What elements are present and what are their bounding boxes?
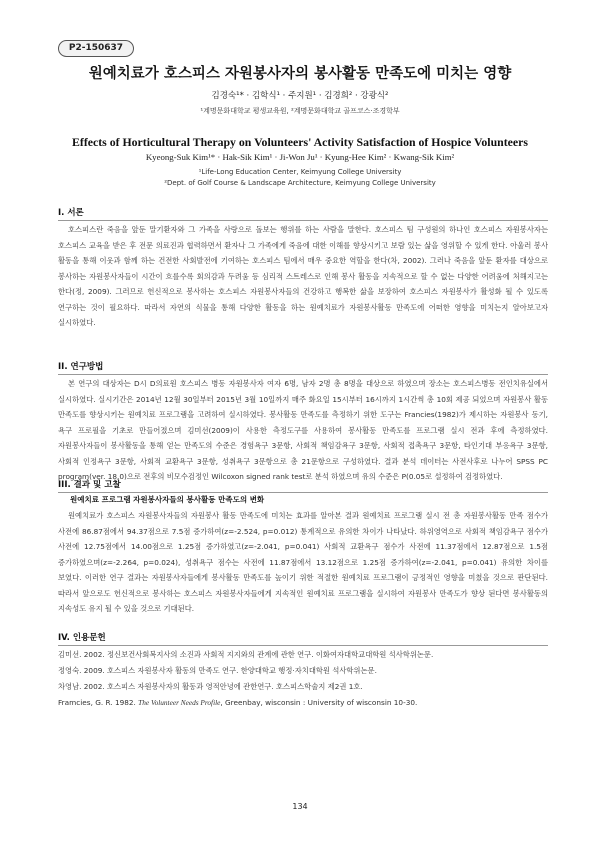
affiliation-korean: ¹계명문화대학교 평생교육원, ²계명문화대학교 골프코스·조경학부 — [200, 107, 400, 115]
title-english: Effects of Horticultural Therapy on Volunteers' Activity Satisfaction of Hospice Volunteers — [72, 135, 528, 149]
section-body-intro: 호스피스란 죽음을 앞둔 말기환자와 그 가족을 사랑으로 돌보는 행위를 하는 사람을 말한다. 호스피스 팀 구성원의 하나인 호스피스 자원봉사자는 호스피스 교육을 받은 후 전문 의료진과 협력하면서 환자나 그 가족에게 죽음에 대한 이해를 향상시키고 보람 있는 삶을 영위할 수 있게 한다. 아울러 봉사 활동을 통해 이웃과 함께 하는 건전한 사회발전에 기여하는 호스피스 팀에서 매우 중요한 역할을 한다(차, 2002). 그러나 죽음을 앞둔 환자를 대상으로 봉사하는 자원봉사자들이 시간이 흐를수록 회의감과 두려움 등 심리적 스트레스로 인해 봉사 활동을 지속적으로 할 수 없는 다양한 어려움에 처해지고는 한다(정, 2009). 그러므로 헌신적으로 봉사하는 호스피스 자원봉사자들의 건강하고 행복한 삶을 보장하여 호스피스 자원봉사가 활성화 될 수 있도록 연구하는 것이 필요하다. 따라서 자연의 식물을 통해 다양한 활동을 하는 원예치료가 자원봉사활동 만족도에 어떠한 영향을 미치는지 알아보고자 실시하였다. — [58, 225, 548, 327]
reference-item — [58, 695, 548, 711]
reference-item: 김미선. 2002. 정신보건사회복지사의 소진과 사회적 지지와의 관계에 관한 연구. 이화여자대학교대학원 석사학위논문. — [58, 650, 434, 659]
authors-korean: 김경숙¹* · 김학식¹ · 주지원¹ · 김경희² · 강광식² — [211, 91, 389, 101]
title-korean: 원예치료가 호스피스 자원봉사자의 봉사활동 만족도에 미치는 영향 — [88, 66, 512, 82]
page-number: 134 — [292, 802, 308, 811]
affiliation-english-2: ²Dept. of Golf Course & Landscape Architecture, Keimyung College University — [164, 179, 436, 187]
section-heading-methods: II. 연구방법 — [58, 360, 548, 375]
section-heading-intro: I. 서론 — [58, 206, 548, 221]
section-heading-references: IV. 인용문헌 — [58, 631, 548, 646]
reference-authors: Framcies, G. R. 1982. — [58, 698, 139, 707]
section-heading-results: III. 결과 및 고찰 — [58, 478, 548, 493]
poster-id-badge: P2-150637 — [58, 40, 134, 57]
results-subheading: 원예치료 프로그램 자원봉사자들의 봉사활동 만족도의 변화 — [70, 495, 265, 504]
affiliation-english-1: ¹Life-Long Education Center, Keimyung College University — [198, 168, 402, 176]
reference-publisher: , Greenbay, wisconsin : University of wisconsin 10-30. — [220, 698, 418, 707]
reference-item: 정영숙. 2009. 호스피스 자원봉사자 활동의 만족도 연구. 한양대학교 행정·자치대학원 석사학위논문. — [58, 666, 377, 675]
reference-item: 차영남. 2002. 호스피스 자원봉사자의 활동과 영적안녕에 관한연구. 호스피스학술지 제2권 1호. — [58, 682, 363, 691]
section-body-results: 원예치료가 호스피스 자원봉사자들의 자원봉사 활동 만족도에 미치는 효과를 알아본 결과 원예치료 프로그램 실시 전 총 자원봉사활동 만족 점수가 사전에 86.87점에서 94.37점으로 7.5점 증가하여(z=-2.524, p=0.012) 통계적으로 유의한 차이가 나타났다. 하위영역으로 사회적 책임감욕구 점수가 사전에 12.75점에서 14.00점으로 1.25점 증가하였고(z=-2.041, p=0.041) 사회적 교환욕구 점수가 사전에 11.37점에서 12.87점으로 1.5점 증가하였으며(z=-2.264, p=0.024), 성취욕구 점수는 사전에 11.87점에서 13.12점으로 1.25점 증가하여(z=-2.041, p=0.041) 유의한 차이를 보였다. 이러한 연구 결과는 자원봉사자들에게 봉사활동 만족도를 높이기 위한 적절한 원예치료 프로그램이 긍정적인 영향을 미쳤을 것으로 판단된다. 따라서 앞으로도 헌신적으로 봉사하는 호스피스 자원봉사자들에게 지속적인 원예치료 프로그램을 실시하여 자원봉사 만족도가 향상 된다면 봉사활동의 지속성도 유지 될 수 있을 것으로 기대된다. — [58, 511, 548, 613]
section-body-methods: 본 연구의 대상자는 D시 D의료원 호스피스 병동 자원봉사자 여자 6명, 남자 2명 총 8명을 대상으로 하였으며 장소는 호스피스병동 전인치유실에서 실시하였다. 실시기간은 2014년 12월 30일부터 2015년 3월 10일까지 매주 화요일 15시부터 16시까지 1시간씩 총 10회 제공 되었으며 자원봉사 활동 만족도를 향상시키는 원예치료 프로그램을 고려하여 실시하였다. 봉사활동 만족도를 측정하기 위한 도구는 Francies(1982)가 제시하는 자원봉사 동기, 욕구 프로필을 기초로 만들어졌으며 김미선(2009)이 사용한 측정도구를 사용하여 봉사활동 만족도를 프로그램 실시 전과 후에 측정하였다. 자원봉사자들이 봉사활동을 통해 얻는 만족도의 수준은 경험욕구 3문항, 사회적 책임감욕구 3문항, 사회적 접촉욕구 3문항, 타인기대 부응욕구 3문항, 사회적 인정욕구 3문항, 사회적 교환욕구 3문항, 성취욕구 3문항으로 총 21문항으로 구성하였다. 결과 분석 데이터는 사전사후로 나누어 SPSS PC program(ver. 18.0)으로 전후의 비모수검정인 Wilcoxon signed rank test로 분석 하였으며 유의 수준은 P(0.05로 설정하여 검정하였다. — [58, 379, 548, 481]
reference-book-title: The Volunteer Needs Profile — [138, 698, 221, 707]
authors-english: Kyeong-Suk Kim¹* · Hak-Sik Kim¹ · Ji-Won Ju¹ · Kyung-Hee Kim² · Kwang-Sik Kim² — [145, 152, 455, 162]
